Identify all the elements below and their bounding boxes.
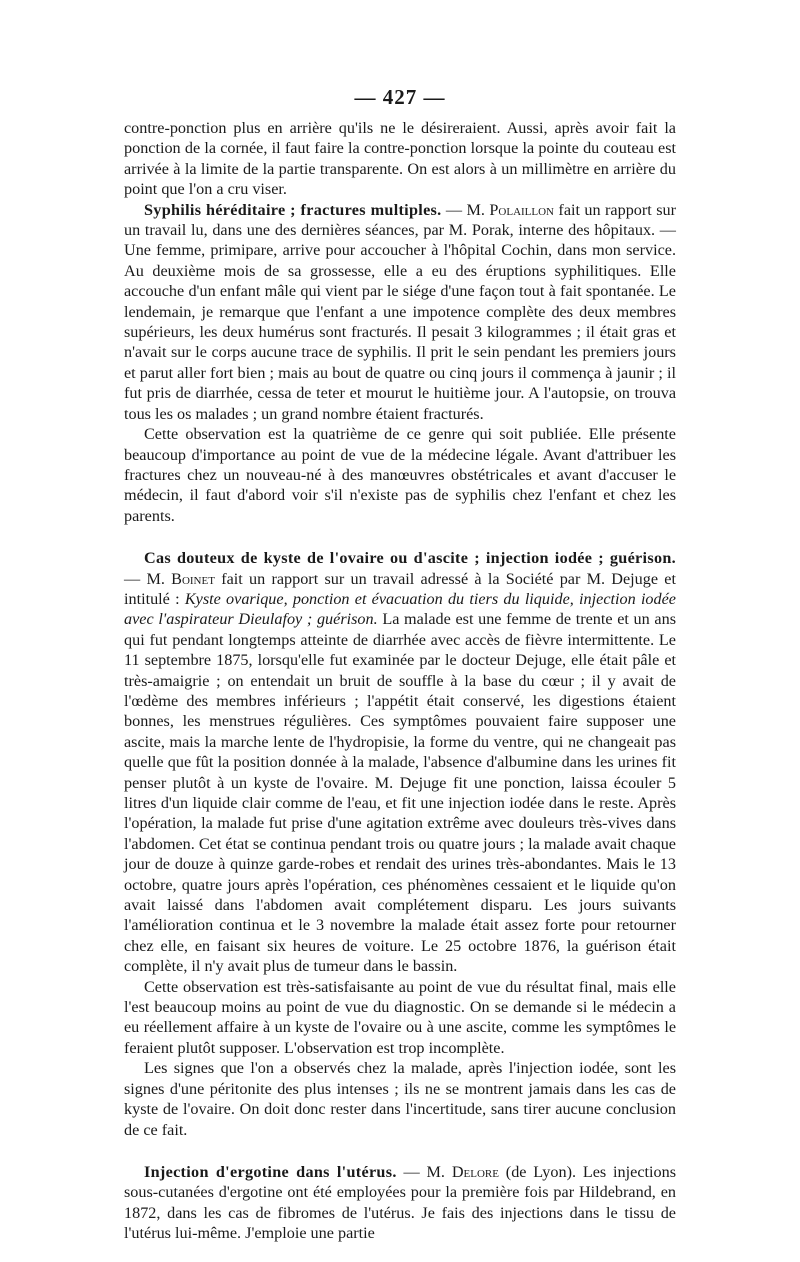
kyste-body-2: Cette observation est très-satisfaisante au point de vue du résultat final, mais elle l'est beaucoup moins au point de vue du diagnostic. On se demande si le médecin a eu réellement affaire à un kyste de l'ovaire ou à une ascite, comme les symptômes le feraient plutôt supposer. L'observation est trop incomplète. xyxy=(124,977,676,1057)
kyste-body-1: La malade est une femme de trente et un ans qui fut pendant longtemps atteinte de diarrhée avec accès de fièvre intermittente. Le 11 septembre 1875, lorsqu'elle fut examinée par le docteur Dejuge, elle était pâle et très-amaigrie ; on entendait un bruit de souffle à la base du cœur ; il y avait de l'œdème des membres inférieurs ; l'appétit était conservé, les digestions étaient bonnes, les menstrues régulières. Ces symptômes pouvaient faire supposer une ascite, mais la marche lente de l'hydropisie, la forme du ventre, qui ne changeait pas quelle que fût la position donnée à la malade, l'absence d'albumine dans les urines fit penser plutôt à un kyste de l'ovaire. M. Dejuge fit une ponction, laissa écouler 5 litres d'un liquide clair comme de l'eau, et fit une injection iodée dans le reste. Après l'opération, la malade fut prise d'une agitation extrême avec douleurs très-vives dans l'abdomen. Cet état se continua pendant trois ou quatre jours ; la malade avait chaque jour de douze à quinze garde-robes et rendait des urines très-abondantes. Mais le 13 octobre, quatre jours après l'opération, ces phénomènes cessaient et le liquide qu'on avait laissé dans l'abdomen avait complétement disparu. Les jours suivants l'amélioration continua et le 3 novembre la malade était assez forte pour retourner chez elle, en faisant six heures de voiture. Le 25 octobre 1876, la guérison était complète, il n'y avait plus de tumeur dans le bassin. xyxy=(124,610,676,976)
kyste-author: Boinet xyxy=(171,569,215,588)
ergotine-author: Delore xyxy=(451,1162,499,1181)
syphilis-section xyxy=(124,200,676,424)
syphilis-heading: Syphilis héréditaire ; fractures multiples. xyxy=(144,200,442,219)
kyste-dash: — M. xyxy=(124,569,172,588)
ergotine-heading: Injection d'ergotine dans l'utérus. xyxy=(144,1162,397,1181)
ergotine-body: (de Lyon). Les injections sous-cutanées d'ergotine ont été employées pour la première fois par Hildebrand, en 1872, dans les cas de fibromes de l'utérus. Je fais des injections dans le tissu de l'utérus lui-même. J'emploie une partie xyxy=(124,1162,676,1243)
ergotine-dash: — M. xyxy=(396,1162,452,1181)
syphilis-author: Polaillon xyxy=(489,200,555,219)
ergotine-section xyxy=(124,1162,676,1244)
kyste-section xyxy=(124,548,676,977)
syphilis-dash: — M. xyxy=(441,200,490,219)
syphilis-body-2: Cette observation est la quatrième de ce genre qui soit publiée. Elle présente beaucoup d'importance au point de vue de la médecine légale. Avant d'attribuer les fractures chez un nouveau-né à des manœuvres obstétricales et avant d'accuser le médecin, il faut d'abord voir s'il n'existe pas de syphilis chez l'enfant et chez les parents. xyxy=(124,425,676,525)
kyste-body-3: Les signes que l'on a observés chez la malade, après l'injection iodée, sont les signes d'une péritonite des plus intenses ; ils ne se montrent jamais dans les cas de kyste de l'ovaire. On doit donc rester dans l'incertitude, sans tirer aucune conclusion de ce fait. xyxy=(124,1059,676,1139)
kyste-title-italic: Kyste ovarique, ponction et évacuation du tiers du liquide, injection iodée avec l'aspirateur Dieulafoy ; guérison. xyxy=(124,589,676,629)
kyste-intro: fait un rapport sur un travail adressé à la Société par M. Dejuge et intitulé : xyxy=(124,569,676,608)
syphilis-body-1: fait un rapport sur un travail lu, dans une des dernières séances, par M. Porak, interne des hôpitaux. — Une femme, primipare, arrive pour accoucher à l'hôpital Cochin, dans mon service. Au deuxième mois de sa grossesse, elle a eu des éruptions syphilitiques. Elle accouche d'un enfant mâle qui vient par le siége d'une façon tout à fait spontanée. Le lendemain, je remarque que l'enfant a une impotence complète des deux membres supérieurs, les deux humérus sont fracturés. Il pesait 3 kilogrammes ; il était gras et n'avait sur le corps aucune trace de syphilis. Il prit le sein pendant les premiers jours et parut aller fort bien ; mais au bout de quatre ou cinq jours il commença à jaunir ; il fut pris de diarrhée, cessa de teter et mourut le huitième jour. A l'autopsie, on trouva tous les os malades ; un grand nombre étaient fracturés. xyxy=(124,200,676,423)
document-page xyxy=(124,80,676,1243)
page-number: — 427 — xyxy=(354,85,446,109)
intro-paragraph: contre-ponction plus en arrière qu'ils ne le désireraient. Aussi, après avoir fait la ponction de la cornée, il faut faire la contre-ponction lorsque la pointe du couteau est arrivée à la limite de la partie transparente. On est alors à un millimètre en arrière du point que l'on a cru viser. xyxy=(124,119,676,199)
kyste-heading: Cas douteux de kyste de l'ovaire ou d'ascite ; injection iodée ; guérison. xyxy=(144,549,676,568)
